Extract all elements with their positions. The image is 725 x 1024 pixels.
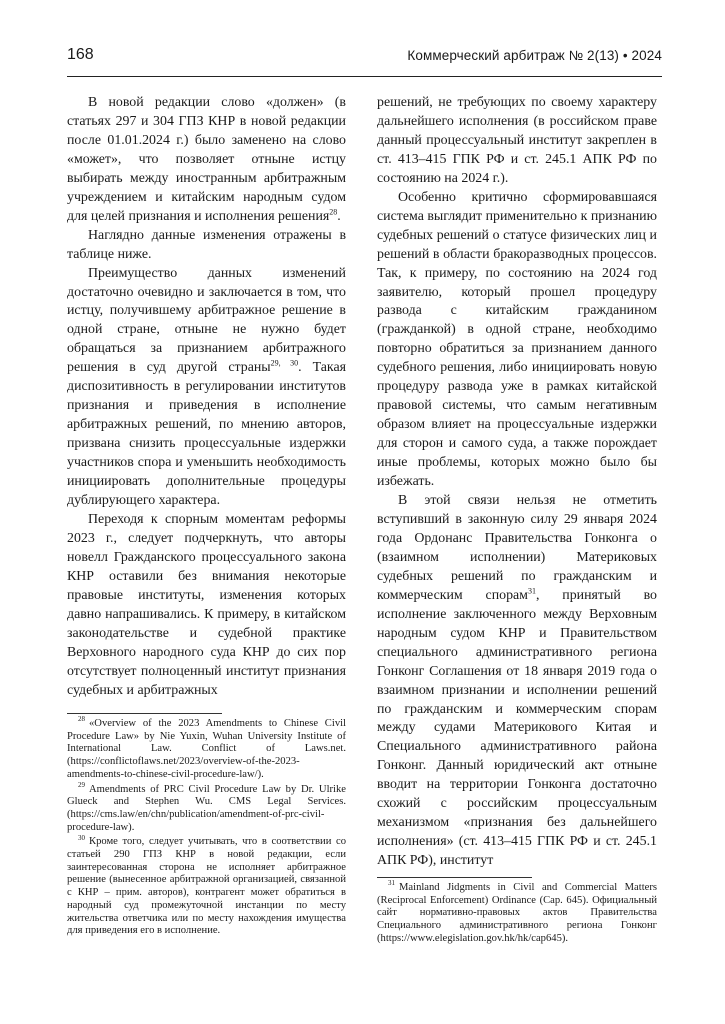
footnote: $^{29}$ Amendments of PRC Civil Procedure Law by Dr. Ulrike Glueck and Stephen Wu. CMS Legal Services. (https://cms.law/en/chn/publication/amendment-of-prc-civil-procedure-law).	[67, 780, 346, 833]
paragraph: Переходя к спорным моментам реформы 2023 г., следует подчеркнуть, что авторы новелл Гражданского процессуального закона КНР оставили без внимания некоторые правовые институты, изменения которых давно напрашивались. К примеру, в китайском законодательстве и судебной практике Верховного народного суда КНР до сих пор отсутствует полноценный институт признания судебных и арбитражных	[67, 511, 346, 698]
footnote-divider	[377, 877, 532, 878]
footnotes-right	[377, 879, 657, 948]
footnote-ref[interactable]: 29, 30	[270, 358, 299, 368]
footnote: $^{28}$ «Overview of the 2023 Amendments to Chinese Civil Procedure Law» by Nie Yuxin, Wuhan University Institute of International Law. Conflict of Laws.net. (https://conflictoflaws.net/2023/overview-of-the-2023-amendments-to-chinese-civil-procedure-law/).	[67, 715, 346, 780]
left-column	[67, 94, 346, 701]
paragraph: Наглядно данные изменения отражены в таблице ниже.	[67, 227, 346, 262]
page-header	[67, 46, 662, 76]
journal-title: Коммерческий арбитраж № 2(13) • 2024	[407, 48, 662, 63]
page-number: 168	[67, 46, 94, 63]
paragraph: решений, не требующих по своему характеру дальнейшего исполнения (в российском праве данный процессуальный институт закреплен в ст. 413–415 ГПК РФ и ст. 245.1 АПК РФ по состоянию на 2024 г.).	[377, 95, 657, 186]
footnote: $^{30}$ Кроме того, следует учитывать, что в соответствии со статьей 290 ГПЗ КНР в новой редакции, если заинтересованная сторона не исполняет арбитражное решение (вынесенное арбитражной организацией, связанной с КНР – прим. авторов), контрагент может обратиться в народный суд промежуточной инстанции по месту жительства ответчика или по месту нахождения имущества для приведения его в исполнение.	[67, 833, 346, 937]
footnotes-left	[67, 715, 346, 940]
header-rule	[67, 76, 662, 77]
footnote-divider	[67, 713, 222, 714]
paragraph: В новой редакции слово «должен» (в статьях 297 и 304 ГПЗ КНР в новой редакции после 01.01.2024 г.) было заменено на слово «может», что позволяет отныне истцу выбирать между иностранным арбитражным учреждением и китайским народным судом для целей признания и исполнения решения$^{28}$.	[67, 95, 346, 224]
paragraph: Особенно критично сформировавшаяся система выглядит применительно к признанию судебных решений о статусе физических лиц и решений в области бракоразводных процессов. Так, к примеру, по состоянию на 2024 год заявителю, который прошел процедуру развода с китайским гражданином (гражданкой) в одной стране, необходимо повторно обратиться за признанием данного судебного решения, либо инициировать новую процедуру развода уже в рамках китайской правовой системы, что самым негативным образом влияет на процессуальные издержки для сторон и самого суда, а также порождает иные проблемы, которых можно было бы избежать.	[377, 189, 657, 490]
footnote-ref[interactable]: 28	[329, 207, 338, 217]
right-column	[377, 94, 657, 871]
paragraph: Преимущество данных изменений достаточно очевидно и заключается в том, что истцу, получившему арбитражное решение в одной стране, отныне не нужно будет обращаться за признанием арбитражного решения в суд другой страны$^{29, 30}$. Такая диспозитивность в регулировании институтов признания и приведения в исполнение арбитражных решений, по мнению авторов, призвана снизить процессуальные издержки участников спора и уменьшить необходимость инициировать дополнительные процедуры дублирующего характера.	[67, 265, 347, 509]
paragraph: В этой связи нельзя не отметить вступивший в законную силу 29 января 2024 года Ордонанс Правительства Гонконга о (взаимном исполнении) Материковых судебных решений по гражданским и коммерческим спорам$^{31}$, принятый во исполнение заключенного между Верховным народным судом КНР и Правительством специального административного региона Гонконг Соглашения от 18 января 2019 года о взаимном признании и исполнении решений по гражданским и коммерческим спорам между судами Материкового Китая и Специального административного района Гонконг. Данный юридический акт отныне вводит на территории Гонконга достаточно схожий с российским процессуальным механизмом «признания без дальнейшего исполнения» (ст. 413–415 ГПК РФ и ст. 245.1 АПК РФ), институт	[377, 493, 657, 869]
footnote-ref[interactable]: 31	[527, 586, 536, 596]
footnote: $^{31}$ Mainland Jidgments in Civil and Commercial Matters (Reciprocal Enforcement) Ordinance (Cap. 645). Официальный сайт нормативно-правовых актов Правительства Специального административного региона Гонконг (https://www.elegislation.gov.hk/hk/cap645).	[377, 879, 657, 944]
